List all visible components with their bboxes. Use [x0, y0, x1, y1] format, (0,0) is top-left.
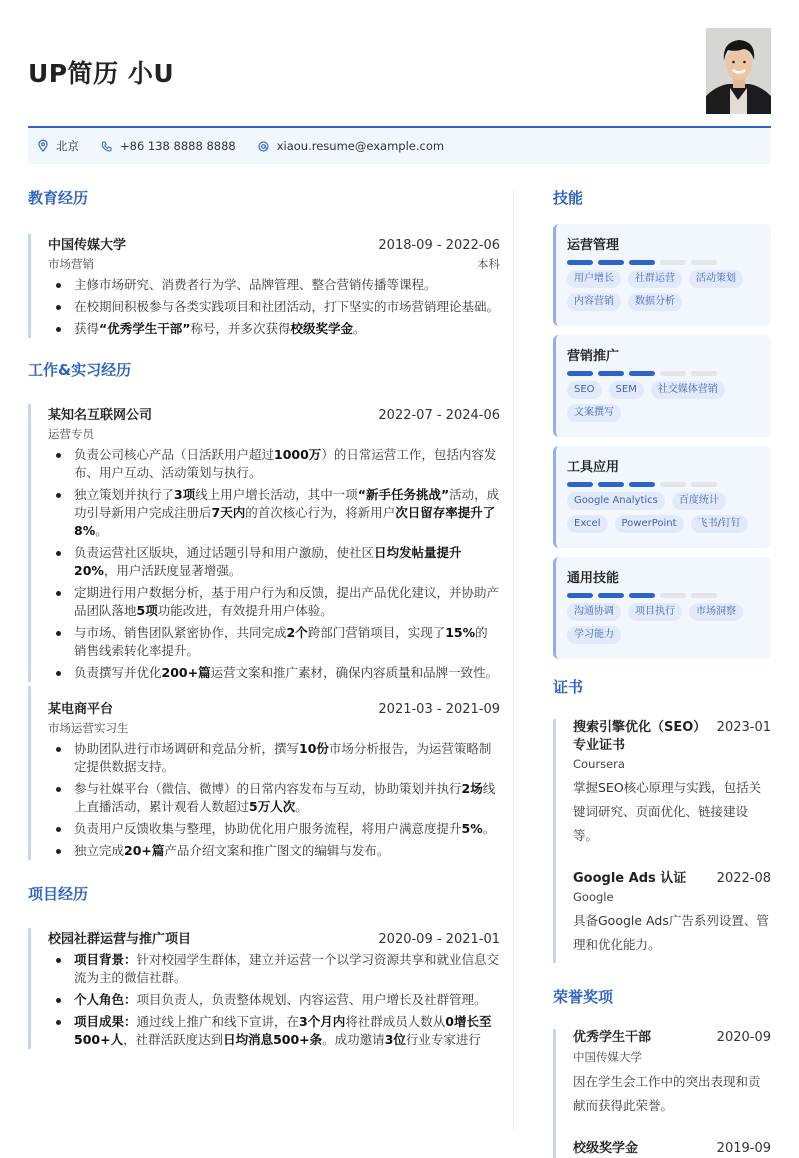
certificate-name: 搜索引擎优化（SEO）专业证书 — [573, 720, 707, 753]
section-title-honors: 荣誉奖项 — [553, 988, 614, 1006]
contact-location — [38, 138, 79, 154]
certificate-date: 2022-08 — [716, 871, 771, 886]
skill-level-segment — [629, 371, 655, 376]
skill-level-segment — [691, 260, 717, 265]
project-entry — [28, 928, 500, 1049]
phone-icon — [101, 141, 112, 152]
honor-name: 优秀学生干部 — [573, 1030, 652, 1045]
skill-level-segment — [567, 260, 593, 265]
skill-name: 通用技能 — [567, 571, 620, 586]
honor-date: 2020-09 — [716, 1030, 771, 1045]
list-item: 定期进行用户数据分析，基于用户行为和反馈，提出产品优化建议，并协助产品团队落地5项功能改进，有效提升用户体验。 — [48, 584, 500, 620]
skill-tag: 用户增长 — [567, 270, 621, 288]
work-date: 2021-03 - 2021-09 — [378, 702, 500, 717]
skill-tags — [567, 603, 759, 649]
section-title-projects: 项目经历 — [28, 885, 89, 903]
list-item: 主修市场研究、消费者行为学、品牌管理、整合营销传播等课程。 — [48, 276, 500, 294]
list-item: 获得“优秀学生干部”称号，并多次获得校级奖学金。 — [48, 320, 500, 338]
school-name: 中国传媒大学 — [48, 238, 127, 253]
contact-phone[interactable] — [101, 139, 236, 153]
project-name: 校园社群运营与推广项目 — [48, 932, 192, 947]
work-bullets — [48, 446, 500, 682]
skill-level-segment — [567, 371, 593, 376]
list-item: 负责运营社区版块，通过话题引导和用户激励，使社区日均发帖量提升20%，用户活跃度显著增强。 — [48, 544, 500, 580]
skill-tag: Excel — [567, 515, 608, 533]
major: 市场营销 — [48, 257, 94, 271]
skill-level-segment — [691, 482, 717, 487]
list-item: 负责公司核心产品（日活跃用户超过1000万）的日常运营工作，包括内容发布、用户互动、活动策划与执行。 — [48, 446, 500, 482]
skill-level-segment — [660, 371, 686, 376]
resume-header — [28, 28, 771, 118]
list-item: 项目背景：针对校园学生群体，建立并运营一个以学习资源共享和就业信息交流为主的微信社群。 — [48, 951, 500, 987]
skill-level-segment — [660, 260, 686, 265]
skill-level-bars — [567, 482, 759, 487]
certificate-desc: 掌握SEO核心原理与实践，包括关键词研究、页面优化、链接建设等。 — [573, 780, 762, 843]
skill-level-segment — [598, 260, 624, 265]
honors-section — [553, 987, 771, 1158]
education-bullets — [48, 276, 500, 338]
skill-tag: 项目执行 — [628, 603, 682, 621]
section-title-certificates: 证书 — [553, 678, 584, 696]
skill-tag: 飞书/钉钉 — [691, 515, 748, 533]
profile-photo — [706, 28, 771, 114]
project-date: 2020-09 - 2021-01 — [378, 932, 500, 947]
skill-card — [553, 224, 771, 326]
skill-tag: 社交媒体营销 — [651, 381, 725, 399]
certificate-issuer: Google — [573, 890, 614, 904]
location-text: 北京 — [56, 139, 79, 153]
skill-level-segment — [691, 593, 717, 598]
location-pin-icon — [38, 140, 48, 152]
skill-level-segment — [691, 371, 717, 376]
list-item: 独立策划并执行了3项线上用户增长活动，其中一项“新手任务挑战”活动，成功引导新用户完成注册后7天内的首次核心行为，将新用户次日留存率提升了8%。 — [48, 486, 500, 540]
company-name: 某知名互联网公司 — [48, 408, 153, 423]
section-title-work: 工作&实习经历 — [28, 361, 132, 379]
work-entry — [28, 404, 500, 682]
list-item: 独立完成20+篇产品介绍文案和推广图文的编辑与发布。 — [48, 842, 500, 860]
skill-tag: SEO — [567, 381, 602, 399]
job-role: 市场运营实习生 — [48, 721, 129, 735]
skill-tags — [567, 270, 759, 316]
company-name: 某电商平台 — [48, 702, 114, 717]
skill-tag: Google Analytics — [567, 492, 665, 510]
skill-tags — [567, 381, 759, 427]
skill-tag: 沟通协调 — [567, 603, 621, 621]
list-item: 个人角色：项目负责人，负责整体规划、内容运营、用户增长及社群管理。 — [48, 991, 500, 1009]
phone-text: +86 138 8888 8888 — [120, 139, 236, 153]
skills-section — [553, 188, 771, 659]
main-column — [28, 188, 500, 1053]
skill-level-segment — [629, 482, 655, 487]
honor-org: 中国传媒大学 — [573, 1050, 642, 1064]
skill-tag: 内容营销 — [567, 293, 621, 311]
degree: 本科 — [477, 257, 500, 271]
skill-card — [553, 557, 771, 659]
skill-level-bars — [567, 260, 759, 265]
email-at-icon — [258, 141, 269, 152]
skill-tag: 学习能力 — [567, 626, 621, 644]
skill-level-segment — [598, 371, 624, 376]
education-section — [28, 188, 500, 338]
skill-level-segment — [629, 593, 655, 598]
side-column — [553, 188, 771, 1158]
contact-bar — [28, 126, 771, 164]
skill-name: 运营管理 — [567, 238, 620, 253]
skills-list — [553, 224, 771, 659]
skill-level-bars — [567, 593, 759, 598]
work-date: 2022-07 - 2024-06 — [378, 408, 500, 423]
list-item: 负责撰写并优化200+篇运营文案和推广素材，确保内容质量和品牌一致性。 — [48, 664, 500, 682]
list-item: 在校期间积极参与各类实践项目和社团活动，打下坚实的市场营销理论基础。 — [48, 298, 500, 316]
skill-tags — [567, 492, 759, 538]
certificate-entry — [553, 854, 771, 963]
honor-date: 2019-09 — [716, 1141, 771, 1156]
work-entry — [28, 686, 500, 860]
certificate-date: 2023-01 — [716, 720, 771, 735]
education-date: 2018-09 - 2022-06 — [378, 238, 500, 253]
contact-email[interactable] — [258, 139, 444, 153]
work-section — [28, 360, 500, 860]
skill-tag: 百度统计 — [672, 492, 726, 510]
skill-tag: 活动策划 — [689, 270, 743, 288]
work-bullets — [48, 740, 500, 860]
email-text: xiaou.resume@example.com — [276, 139, 445, 153]
skill-level-segment — [598, 593, 624, 598]
list-item: 负责用户反馈收集与整理，协助优化用户服务流程，将用户满意度提升5%。 — [48, 820, 500, 838]
certificates-section — [553, 677, 771, 963]
column-divider — [513, 190, 514, 1130]
skill-level-segment — [629, 260, 655, 265]
skill-name: 工具应用 — [567, 460, 620, 475]
skill-card — [553, 335, 771, 437]
certificate-issuer: Coursera — [573, 757, 625, 771]
skill-level-segment — [660, 593, 686, 598]
list-item: 项目成果：通过线上推广和线下宣讲，在3个月内将社群成员人数从0增长至500+人，社群活跃度达到日均消息500+条。成功邀请3位行业专家进行 — [48, 1013, 500, 1049]
list-item: 参与社媒平台（微信、微博）的日常内容发布与互动，协助策划并执行2场线上直播活动，累计观看人数超过5万人次。 — [48, 780, 500, 816]
job-role: 运营专员 — [48, 427, 94, 441]
education-entry — [28, 234, 500, 338]
certificate-name: Google Ads 认证 — [573, 871, 687, 886]
honor-entry — [553, 1124, 771, 1158]
skill-tag: 市场洞察 — [689, 603, 743, 621]
honor-entry — [553, 1029, 771, 1124]
certificate-entry — [553, 719, 771, 854]
list-item: 协助团队进行市场调研和竞品分析，撰写10份市场分析报告，为运营策略制定提供数据支持。 — [48, 740, 500, 776]
skill-level-segment — [598, 482, 624, 487]
candidate-name: UP简历 小U — [28, 59, 175, 88]
skill-tag: 文案撰写 — [567, 404, 621, 422]
skill-level-segment — [660, 482, 686, 487]
honor-desc: 因在学生会工作中的突出表现和贡献而获得此荣誉。 — [573, 1074, 761, 1113]
certificate-desc: 具备Google Ads广告系列设置、管理和优化能力。 — [573, 913, 769, 952]
projects-section — [28, 884, 500, 1049]
skill-name: 营销推广 — [567, 349, 620, 364]
section-title-education: 教育经历 — [28, 189, 89, 207]
project-bullets — [48, 951, 500, 1049]
skill-tag: 数据分析 — [628, 293, 682, 311]
skill-level-segment — [567, 593, 593, 598]
list-item: 与市场、销售团队紧密协作，共同完成2个跨部门营销项目，实现了15%的销售线索转化率提升。 — [48, 624, 500, 660]
skill-level-segment — [567, 482, 593, 487]
skill-tag: 社群运营 — [628, 270, 682, 288]
skill-level-bars — [567, 371, 759, 376]
section-title-skills: 技能 — [553, 189, 584, 207]
skill-tag: SEM — [609, 381, 644, 399]
skill-card — [553, 446, 771, 548]
honor-name: 校级奖学金 — [573, 1141, 639, 1156]
skill-tag: PowerPoint — [615, 515, 684, 533]
